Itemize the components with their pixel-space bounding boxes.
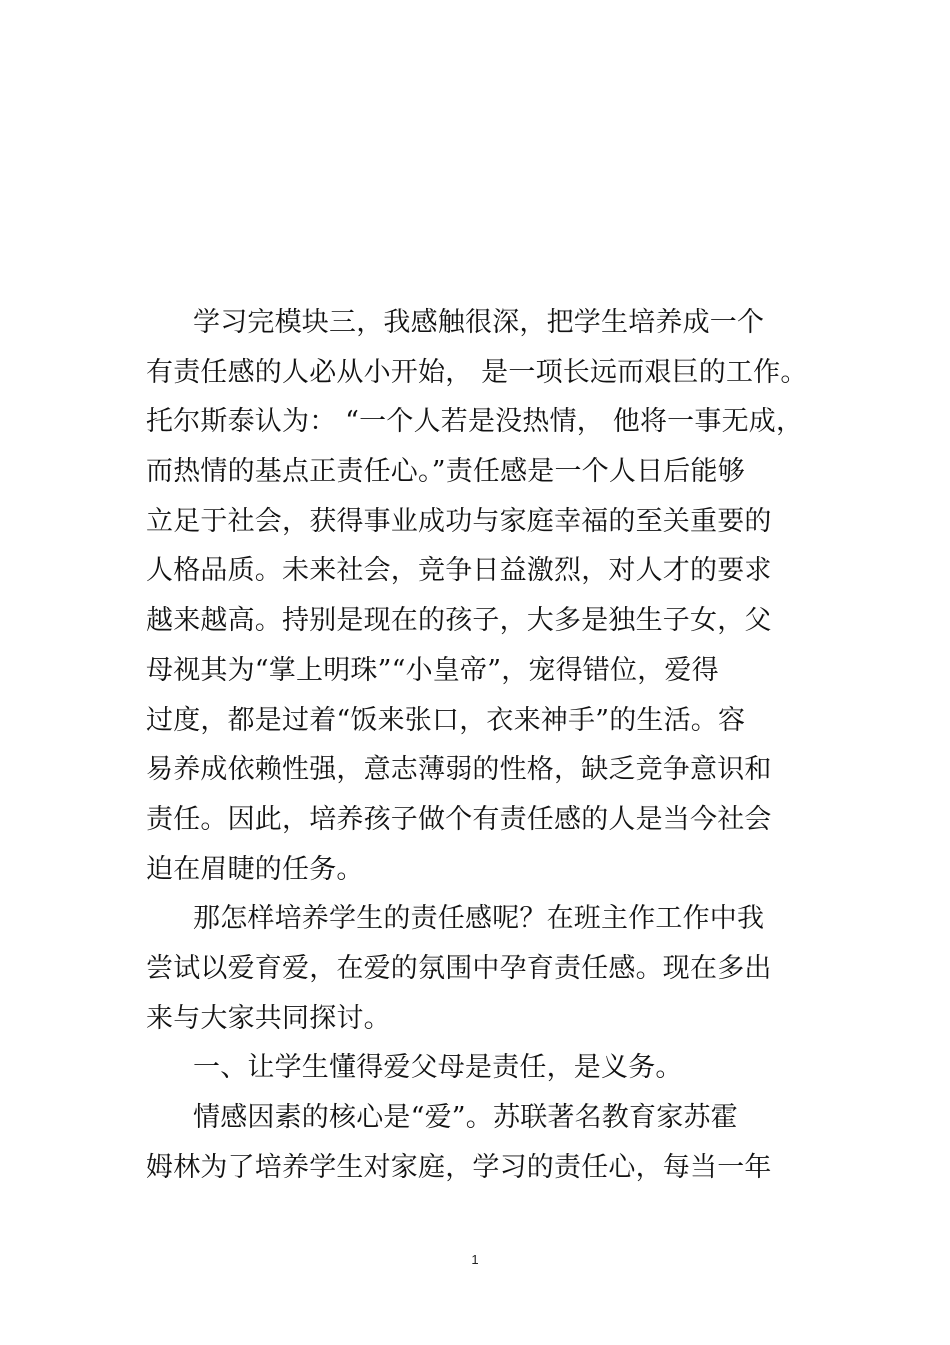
page-number: 1 (471, 1252, 479, 1267)
text-line: 情感因素的核心是“爱”。苏联著名教育家苏霍 (193, 1102, 738, 1133)
text-line: 责任。因此，培养孩子做个有责任感的人是当今社会 (146, 803, 772, 835)
text-line: 人格品质。未来社会，竞争日益激烈，对人才的要求 (146, 555, 772, 587)
text-line: 姆林为了培养学生对家庭，学习的责任心，每当一年 (146, 1151, 772, 1183)
text-line: 一、让学生懂得爱父母是责任，是义务。 (193, 1052, 683, 1084)
text-line: 易养成依赖性强，意志薄弱的性格，缺乏竞争意识和 (146, 754, 772, 786)
text-line: 而热情的基点正责任心。”责任感是一个人日后能够 (146, 456, 745, 488)
text-line: 立足于社会，获得事业成功与家庭幸福的至关重要的 (146, 505, 772, 537)
text-line: 那怎样培养学生的责任感呢？在班主作工作中我 (193, 903, 765, 935)
text-line: 过度，都是过着“饭来张口，衣来神手”的生活。容 (146, 704, 746, 736)
body-text (146, 298, 806, 1192)
text-line: 有责任感的人必从小开始， 是一项长远而艰巨的工作。 (146, 356, 808, 388)
text-line: 学习完模块三，我感触很深，把学生培养成一个 (193, 307, 765, 338)
text-line: 托尔斯泰认为： “一个人若是没热情， 他将一事无成， (146, 406, 804, 438)
text-line: 来与大家共同探讨。 (146, 1002, 391, 1034)
text-line: 母视其为“掌上明珠”“小皇帝”，宠得错位，爱得 (146, 654, 719, 686)
text-line: 越来越高。持别是现在的孩子，大多是独生子女，父 (146, 605, 772, 637)
text-line: 迫在眉睫的任务。 (146, 853, 364, 885)
text-line: 尝试以爱育爱，在爱的氛围中孕育责任感。现在多出 (146, 952, 772, 984)
